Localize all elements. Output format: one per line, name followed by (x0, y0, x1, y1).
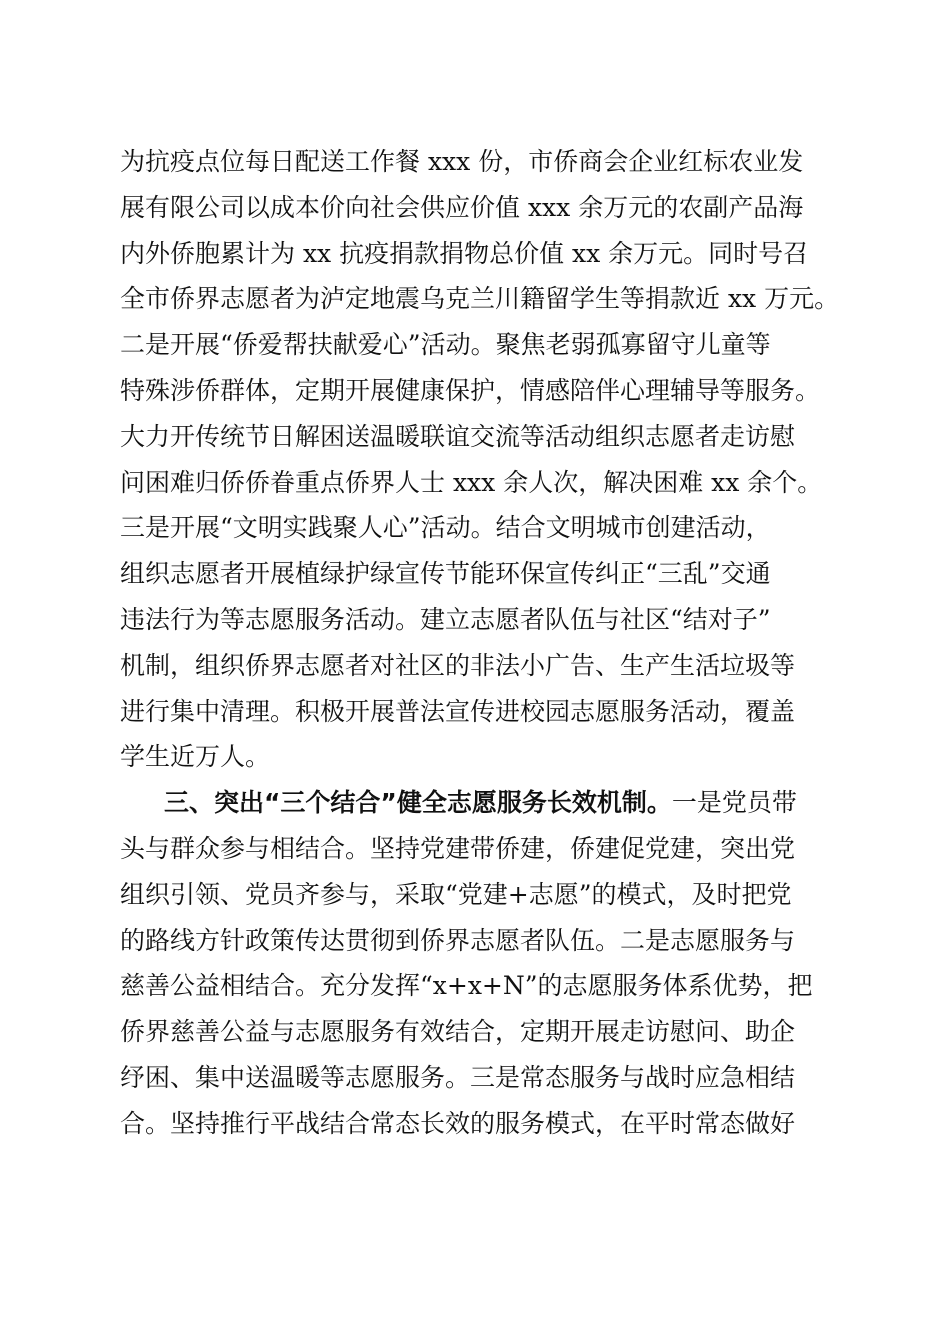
body-line: 内外侨胞累计为 xx 抗疫捐款捐物总价值 xx 余万元。同时号召 (120, 238, 809, 268)
body-line: 全市侨界志愿者为泸定地震乌克兰川籍留学生等捐款近 xx 万元。 (120, 284, 840, 314)
section-three-first-line-rest: 一是党员带 (671, 788, 797, 818)
body-line: 三是开展“文明实践聚人心”活动。结合文明城市创建活动， (120, 513, 771, 543)
body-line: 进行集中清理。积极开展普法宣传进校园志愿服务活动，覆盖 (120, 696, 796, 726)
body-line: 问困难归侨侨眷重点侨界人士 xxx 余人次，解决困难 xx 余个。 (120, 467, 823, 497)
body-line: 二是开展“侨爱帮扶献爱心”活动。聚焦老弱孤寡留守儿童等 (120, 330, 771, 360)
section-three-first-line (120, 780, 840, 826)
section-three-line: 侨界慈善公益与志愿服务有效结合，定期开展走访慰问、助企 (120, 1017, 796, 1047)
section-three-line: 组织引领、党员齐参与，采取“党建+志愿”的模式，及时把党 (120, 879, 792, 909)
section-three-line: 纾困、集中送温暖等志愿服务。三是常态服务与战时应急相结 (120, 1062, 796, 1092)
body-line: 违法行为等志愿服务活动。建立志愿者队伍与社区“结对子” (120, 604, 771, 634)
body-line: 特殊涉侨群体，定期开展健康保护，情感陪伴心理辅导等服务。 (120, 375, 821, 405)
body-line: 组织志愿者开展植绿护绿宣传节能环保宣传纠正“三乱”交通 (120, 559, 771, 589)
body-line: 展有限公司以成本价向社会供应价值 xxx 余万元的农副产品海 (120, 192, 804, 222)
document-body (120, 139, 840, 1147)
body-line: 大力开传统节日解困送温暖联谊交流等活动组织志愿者走访慰 (120, 421, 796, 451)
body-line: 为抗疫点位每日配送工作餐 xxx 份，市侨商会企业红标农业发 (120, 147, 804, 176)
section-three-heading: 三、突出“三个结合”健全志愿服务长效机制。 (164, 788, 672, 818)
section-three-line: 合。坚持推行平战结合常态长效的服务模式，在平时常态做好 (120, 1108, 796, 1138)
body-line: 学生近万人。 (120, 742, 271, 772)
section-three-line: 头与群众参与相结合。坚持党建带侨建，侨建促党建，突出党 (120, 833, 796, 863)
body-line: 机制，组织侨界志愿者对社区的非法小广告、生产生活垃圾等 (120, 650, 796, 680)
section-three-line: 慈善公益相结合。充分发挥“x+x+N”的志愿服务体系优势，把 (120, 971, 813, 1001)
section-three-line: 的路线方针政策传达贯彻到侨界志愿者队伍。二是志愿服务与 (120, 925, 796, 955)
